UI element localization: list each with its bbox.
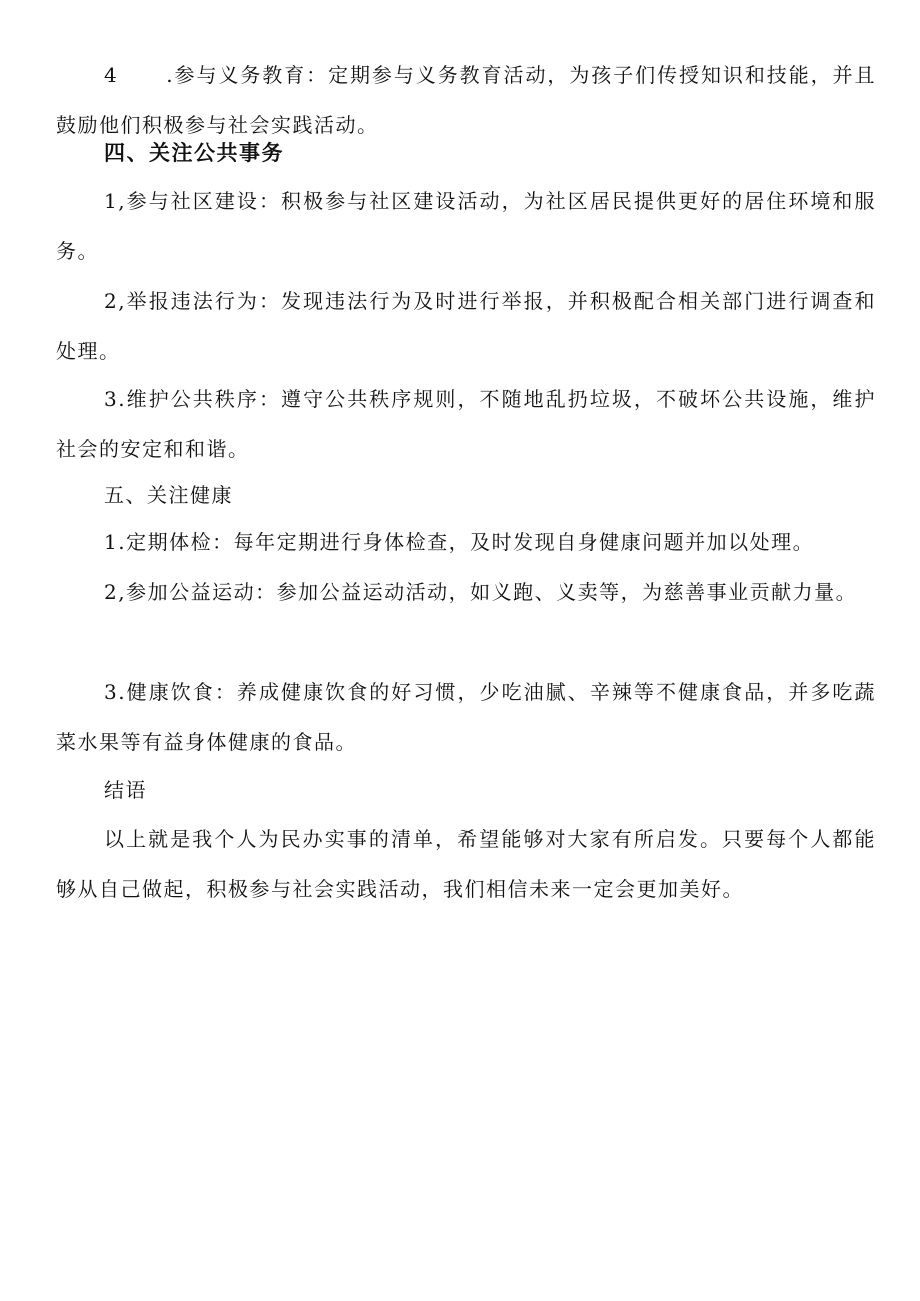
item-public-order: 3.维护公共秩序：遵守公共秩序规则，不随地乱扔垃圾，不破坏公共设施，维护社会的安定和和谐。 [56,387,876,461]
section-heading-health: 五、关注健康 [104,483,233,507]
item-healthy-diet: 3.健康饮食：养成健康饮食的好习惯，少吃油腻、辛辣等不健康食品，并多吃蔬菜水果等有益身体健康的食品。 [56,680,876,754]
item-text: .参与义务教育：定期参与义务教育活动，为孩子们传授知识和技能，并且鼓励他们积极参与社会实践活动。 [56,63,876,137]
item-community-building: 1,参与社区建设：积极参与社区建设活动，为社区居民提供更好的居住环境和服务。 [56,189,876,263]
item-checkup: 1.定期体检：每年定期进行身体检查，及时发现自身健康问题并加以处理。 [104,530,815,554]
conclusion-heading: 结语 [104,778,147,802]
conclusion-text: 以上就是我个人为民办实事的清单，希望能够对大家有所启发。只要每个人都能够从自己做起，积极参与社会实践活动，我们相信未来一定会更加美好。 [56,827,876,901]
item-number: 4 [104,63,119,87]
section-heading-public-affairs: 四、关注公共事务 [104,140,284,165]
item-charity-sports: 2,参加公益运动：参加公益运动活动，如义跑、义卖等，为慈善事业贡献力量。 [104,580,858,604]
item-report-violations: 2,举报违法行为：发现违法行为及时进行举报，并积极配合相关部门进行调查和处理。 [56,289,876,363]
